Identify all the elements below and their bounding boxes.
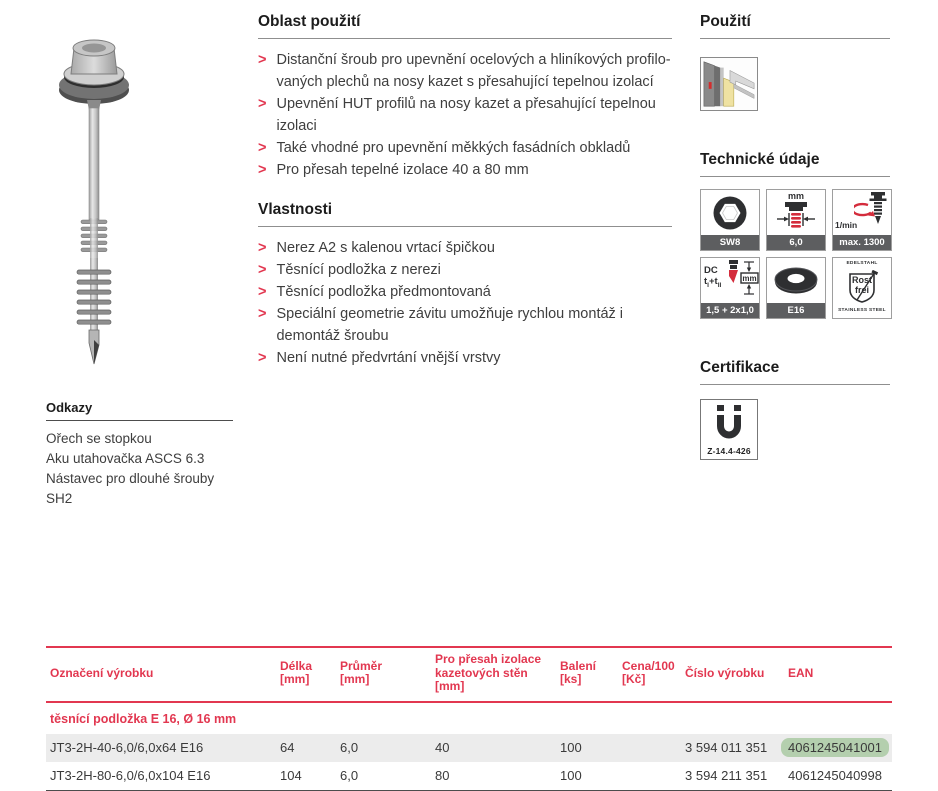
- bullet-arrow-icon: >: [258, 240, 267, 256]
- bullet-arrow-icon: >: [258, 262, 267, 278]
- hex-socket-label: SW8: [701, 235, 759, 250]
- product-photo-screw: [48, 30, 140, 370]
- cell-ean: 4061245040998: [788, 768, 882, 783]
- col-header-presah: Pro přesah izolace kazetových stěn [mm]: [435, 652, 542, 693]
- table-group-row: těsnící podložka E 16, Ø 16 mm: [50, 711, 237, 726]
- references-list: [46, 429, 233, 509]
- references-title: Odkazy: [46, 400, 233, 421]
- bullet-text: Distanční šroub pro upevnění ocelových a hliníkových profilovaných plechů na nosy kazet s přesahující tepelnou izolací: [276, 52, 671, 90]
- col-header-prumer: Průměr [mm]: [340, 658, 383, 687]
- bullet-item: [258, 303, 672, 347]
- bullet-text: Také vhodné pro upevnění měkkých fasádních obkladů: [276, 140, 631, 156]
- stainless-bottom-text: STAINLESS STEEL: [838, 308, 886, 313]
- reference-item: Nástavec pro dlouhé šrouby: [46, 471, 215, 486]
- rotation-speed-label: max. 1300: [833, 235, 891, 250]
- stainless-top-text: EDELSTAHL: [846, 261, 878, 266]
- col-header-delka: Délka [mm]: [280, 658, 313, 687]
- diameter-label: 6,0: [767, 235, 825, 250]
- product-table: [46, 646, 892, 791]
- col-header-oznaceni: Označení výrobku: [50, 665, 154, 680]
- bullet-item: [258, 49, 672, 93]
- technical-icons-grid: [700, 189, 890, 319]
- cell-cislo-vyrobku: 3 594 011 351: [685, 740, 768, 755]
- references-block: [46, 400, 233, 509]
- reference-item: Aku utahovačka ASCS 6.3: [46, 451, 205, 466]
- table-header-row: [46, 646, 892, 703]
- cell-ean: [788, 738, 892, 757]
- certification-u-mark: [700, 399, 758, 460]
- bullet-item: [258, 159, 672, 181]
- properties-title: Vlastnosti: [258, 201, 672, 227]
- cell-cislo-vyrobku: 3 594 211 351: [685, 768, 768, 783]
- cell-oznaceni: JT3-2H-40-6,0/6,0x64 E16: [50, 740, 204, 755]
- diameter-mm-text: mm: [787, 190, 804, 201]
- screw-illustration: [48, 30, 140, 370]
- application-area-title: Oblast použití: [258, 13, 672, 39]
- drill-capacity-formula: DC $t_I+t_{II}$: [704, 265, 722, 289]
- bullet-text: Pro přesah tepelné izolace 40 a 80 mm: [276, 162, 529, 178]
- certification-title: Certifikace: [700, 359, 890, 385]
- u-mark-icon: [709, 403, 749, 441]
- table-row: [46, 734, 892, 762]
- bullet-item: [258, 93, 672, 137]
- bullet-item: [258, 237, 672, 259]
- technical-data-title: Technické údaje: [700, 151, 890, 177]
- cell-baleni: 100: [560, 768, 582, 783]
- hex-socket-icon: [700, 189, 760, 251]
- bullet-text: Upevnění HUT profilů na nosy kazet a přesahující tepelnou izolaci: [276, 96, 656, 134]
- properties-list: [258, 237, 672, 369]
- washer-label: E16: [767, 303, 825, 318]
- drill-capacity-icon: [700, 257, 760, 319]
- bullet-item: [258, 259, 672, 281]
- bullet-arrow-icon: >: [258, 350, 267, 366]
- bullet-text: Těsnící podložka z nerezi: [276, 262, 441, 278]
- application-detail-icon: [700, 57, 758, 111]
- cell-presah: 40: [435, 740, 450, 755]
- bullet-text: Těsnící podložka předmontovaná: [276, 284, 491, 300]
- main-text-column: [258, 13, 672, 369]
- bullet-item: [258, 347, 672, 369]
- bullet-text: Není nutné předvrtání vnější vrstvy: [276, 350, 501, 366]
- usage-title: Použití: [700, 13, 890, 39]
- rotation-speed-icon: [832, 189, 892, 251]
- sealing-washer-icon: [766, 257, 826, 319]
- reference-item: SH2: [46, 491, 73, 506]
- bullet-arrow-icon: >: [258, 162, 267, 178]
- bullet-arrow-icon: >: [258, 140, 267, 156]
- reference-item: Ořech se stopkou: [46, 431, 152, 446]
- cell-presah: 80: [435, 768, 450, 783]
- col-header-cena: Cena/100 [Kč]: [622, 658, 675, 687]
- bullet-item: [258, 281, 672, 303]
- cell-prumer: 6,0: [340, 740, 359, 755]
- ean-highlight: 4061245041001: [781, 738, 889, 757]
- bullet-arrow-icon: >: [258, 96, 267, 112]
- bullet-arrow-icon: >: [258, 306, 267, 322]
- diameter-icon: [766, 189, 826, 251]
- table-row: [46, 762, 892, 791]
- rpm-unit-text: 1/min: [835, 220, 858, 230]
- certification-code: Z-14.4-426: [707, 446, 751, 456]
- bullet-arrow-icon: >: [258, 52, 267, 68]
- side-info-column: [700, 13, 890, 460]
- cell-oznaceni: JT3-2H-80-6,0/6,0x104 E16: [50, 768, 211, 783]
- bullet-arrow-icon: >: [258, 284, 267, 300]
- col-header-baleni: Balení [ks]: [560, 658, 597, 687]
- col-header-cislo: Číslo výrobku: [685, 665, 765, 680]
- bullet-item: [258, 137, 672, 159]
- stainless-icon: [832, 257, 892, 319]
- cell-delka: 104: [280, 768, 302, 783]
- svg-text:mm: mm: [742, 273, 757, 283]
- drill-capacity-label: 1,5 + 2x1,0: [701, 303, 759, 318]
- stainless-shield: Rost frei: [845, 270, 879, 304]
- application-area-list: [258, 49, 672, 181]
- col-header-ean: EAN: [788, 665, 814, 680]
- cell-baleni: 100: [560, 740, 582, 755]
- cell-delka: 64: [280, 740, 295, 755]
- bullet-text: Nerez A2 s kalenou vrtací špičkou: [276, 240, 495, 256]
- cell-prumer: 6,0: [340, 768, 359, 783]
- bullet-text: Speciální geometrie závitu umožňuje rychlou montáž i demontáž šroubu: [276, 306, 624, 344]
